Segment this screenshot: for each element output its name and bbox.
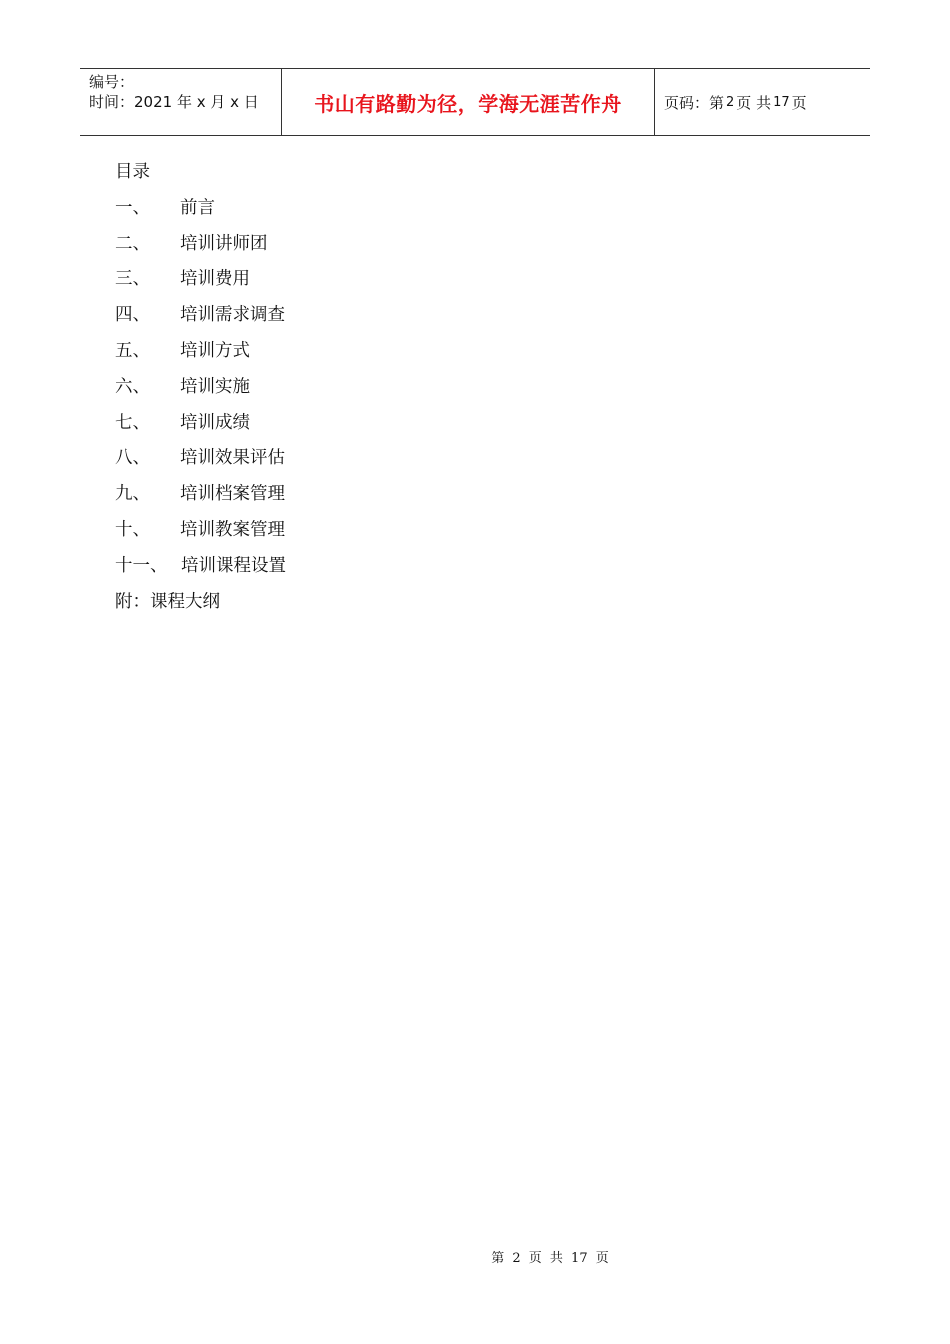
toc-item-label: 培训实施 [180, 376, 250, 397]
toc-item-number: 一、 [115, 197, 150, 218]
toc-item-number: 十、 [115, 519, 150, 540]
toc-item[interactable] [115, 516, 286, 552]
toc-item-number: 八、 [115, 448, 150, 469]
toc-item-label: 培训费用 [180, 269, 250, 290]
header-motto: 书山有路勤为径，学海无涯苦作舟 [314, 91, 622, 116]
toc-item-label: 培训效果评估 [180, 448, 285, 469]
toc-title: 目录 [115, 162, 150, 182]
toc-item[interactable] [115, 373, 286, 409]
toc-item[interactable] [115, 480, 286, 516]
header-meta-cell [80, 69, 281, 135]
document-code-label: 编号： [89, 73, 135, 91]
toc-item-number: 七、 [115, 412, 150, 433]
toc-item[interactable] [115, 194, 286, 230]
toc-item[interactable] [115, 265, 286, 301]
document-date: 时间：2021 年 x 月 x 日 [89, 93, 259, 111]
page-prefix: 页码：第 [664, 93, 725, 112]
toc-item-label: 培训档案管理 [180, 484, 285, 505]
toc-appendix[interactable]: 附：课程大纲 [115, 591, 220, 612]
toc-item-label: 培训教案管理 [180, 519, 285, 540]
page-current: 2 [726, 94, 735, 110]
header-page-cell [655, 69, 870, 135]
toc-item[interactable] [115, 444, 286, 480]
toc-item-label: 培训方式 [180, 340, 250, 361]
toc-item-number: 六、 [115, 376, 150, 397]
toc-item-number: 九、 [115, 484, 150, 505]
toc-item[interactable] [115, 301, 286, 337]
toc-item-label: 前言 [180, 197, 215, 218]
toc-item[interactable] [115, 552, 286, 588]
page-suffix: 页 [791, 93, 807, 112]
toc-item-label: 培训成绩 [180, 412, 250, 433]
toc-item-number: 五、 [115, 340, 150, 361]
toc-item-label: 培训讲师团 [180, 233, 268, 254]
toc-item[interactable] [115, 337, 286, 373]
header-motto-cell [281, 69, 655, 135]
toc-item-number: 十一、 [115, 555, 168, 576]
page-mid: 页 共 [736, 93, 772, 112]
page-header [80, 68, 870, 136]
toc-item-label: 培训课程设置 [181, 555, 286, 576]
page-footer: 第 2 页 共 17 页 [491, 1251, 609, 1266]
toc-item-label: 培训需求调查 [180, 305, 285, 326]
toc-item-number: 四、 [115, 305, 150, 326]
toc-item-number: 三、 [115, 269, 150, 290]
page-total: 17 [773, 94, 790, 110]
toc-item[interactable] [115, 230, 286, 266]
table-of-contents [115, 158, 286, 623]
toc-item[interactable] [115, 409, 286, 445]
toc-item-number: 二、 [115, 233, 150, 254]
